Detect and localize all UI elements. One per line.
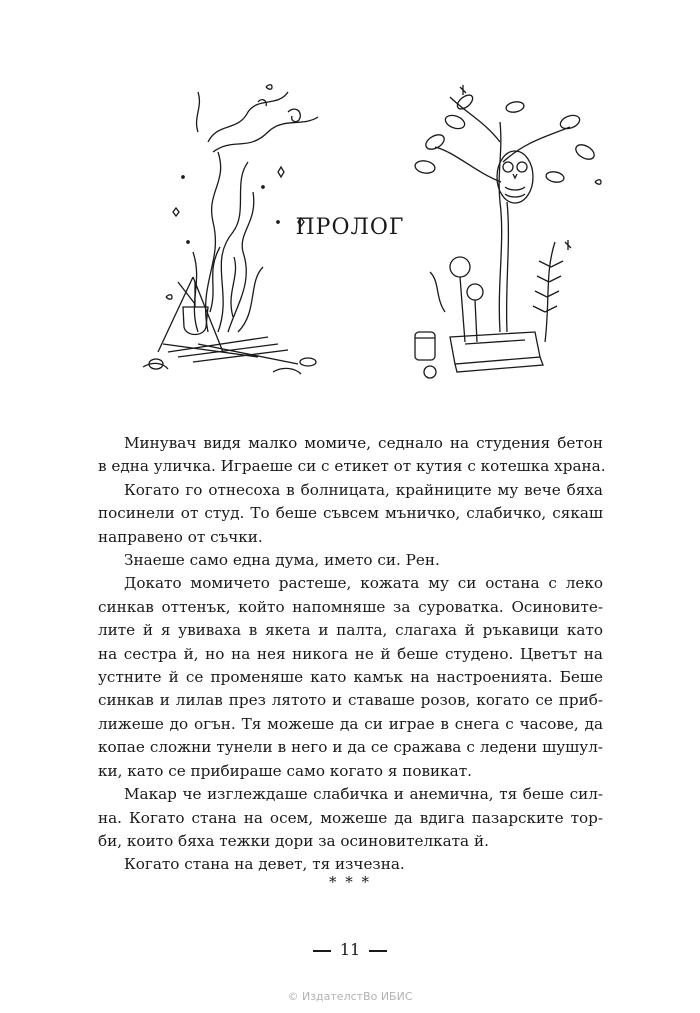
text-line: Макар че изглеждаше слабичка и анемична, тя беше сил- bbox=[124, 785, 603, 804]
owl-tree-illustration bbox=[405, 82, 610, 382]
page-number: 11 bbox=[339, 940, 361, 959]
dash-left bbox=[313, 950, 331, 952]
text-line: на сестра й, но на нея никога не й беше студено. Цветът на bbox=[98, 644, 603, 663]
text-line: ки, като се прибираше само когато я повикат. bbox=[98, 761, 472, 780]
text-line: лите й я увиваха в якета и палта, слагаха й ръкавици като bbox=[98, 621, 603, 640]
text-line: посинели от студ. То беше съвсем мъничко, слабичко, сякаш bbox=[98, 504, 603, 523]
page-number-footer bbox=[0, 940, 700, 959]
text-line: би, които бяха тежки дори за осиновителката й. bbox=[98, 831, 489, 850]
text-line: направено от съчки. bbox=[98, 527, 263, 546]
dash-right bbox=[369, 950, 387, 952]
text-line: синкав и лилав през лятото и ставаше розов, когато се приб- bbox=[98, 691, 603, 710]
chapter-title: ПРОЛОГ bbox=[295, 215, 405, 240]
text-line: на. Когато стана на осем, можеше да вдига пазарските тор- bbox=[98, 808, 603, 827]
text-line: копае сложни тунели в него и да се сражава с ледени шушул- bbox=[98, 738, 603, 757]
text-line: в една уличка. Играеше си с етикет от кутия с котешка храна. bbox=[98, 457, 606, 476]
publisher-watermark: © ИздателстВо ИБИС bbox=[287, 990, 413, 1003]
text-line: синкав оттенък, който напомняше за суроватка. Осиновите- bbox=[98, 597, 603, 616]
text-line: устните й се променяше като камък на настроенията. Беше bbox=[98, 668, 603, 687]
text-line: Когато го отнесоха в болницата, крайниците му вече бяха bbox=[124, 480, 603, 499]
prologue-body bbox=[98, 432, 606, 877]
text-line: Знаеше само една дума, името си. Рен. bbox=[124, 551, 440, 570]
text-line: Докато момичето растеше, кожата му си остана с леко bbox=[124, 574, 603, 593]
section-separator: * * * bbox=[328, 873, 372, 891]
text-line: лижеше до огън. Тя можеше да си играе в снега с часове, да bbox=[98, 714, 603, 733]
text-line: Минувач видя малко момиче, седнало на студения бетон bbox=[124, 434, 603, 452]
text-line: Когато стана на девет, тя изчезна. bbox=[124, 855, 405, 874]
